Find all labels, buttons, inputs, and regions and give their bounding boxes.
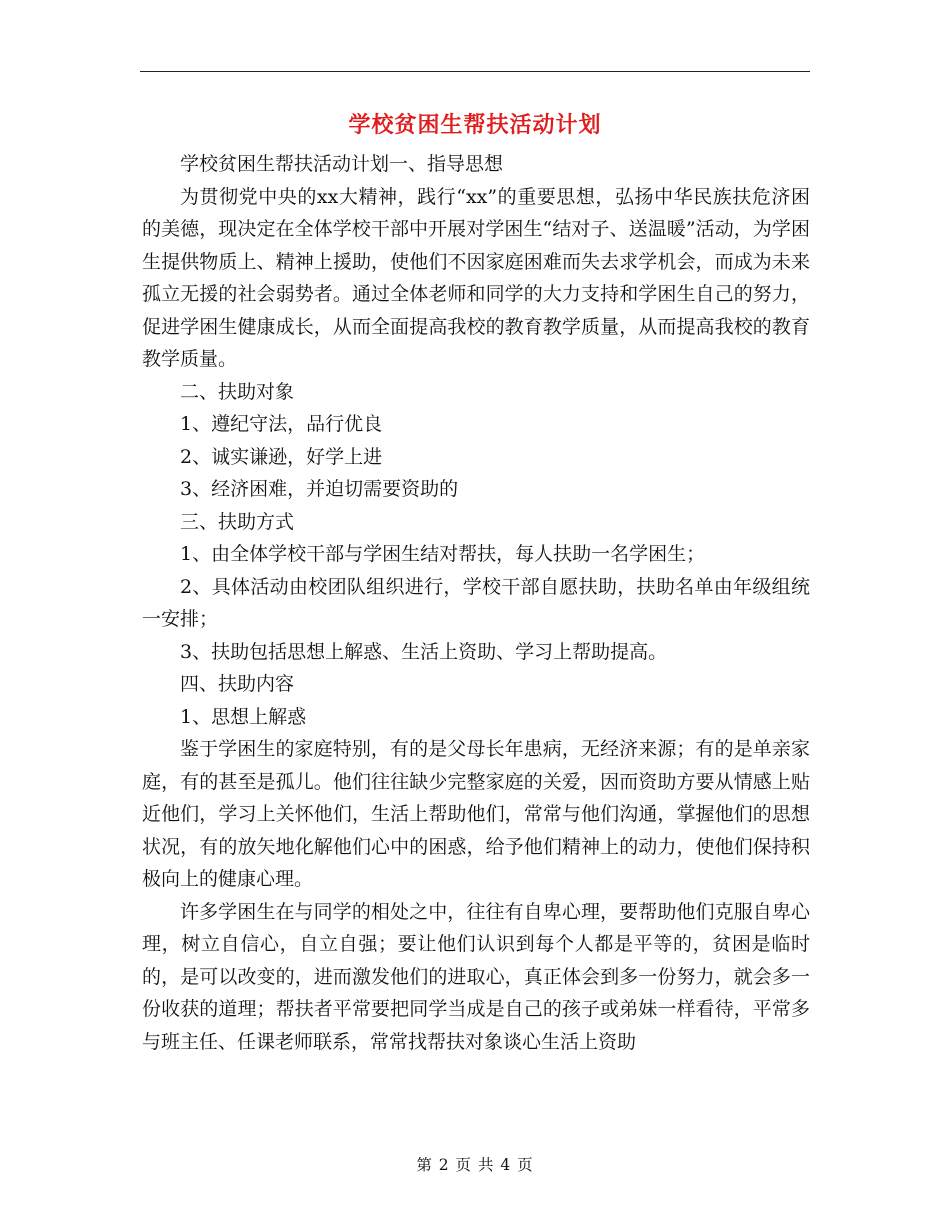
paragraph: 1、由全体学校干部与学困生结对帮扶，每人扶助一名学困生； [180,543,706,565]
paragraph: 1、思想上解惑 [180,705,307,728]
paragraph: 四、扶助内容 [180,673,295,695]
paragraph: 三、扶助方式 [180,510,295,533]
paragraph: 许多学困生在与同学的相处之中，往往有自卑心理，要帮助他们克服自卑心理，树立自信心，自立自强；要让他们认识到每个人都是平等的，贫困是临时的，是可以改变的，进而激发他们的进取心，真正体会到多一份努力，就会多一份收获的道理；帮扶者平常要把同学当成是自己的孩子或弟妹一样看待，平常多与班主任、任课老师联系，常常找帮扶对象谈心生活上资助 [142,900,810,1053]
paragraph: 鉴于学困生的家庭特别，有的是父母长年患病，无经济来源；有的是单亲家庭，有的甚至是孤儿。他们往往缺少完整家庭的关爱，因而资助方要从情感上贴近他们，学习上关怀他们，生活上帮助他们，常常与他们沟通，掌握他们的思想状况，有的放矢地化解他们心中的困惑，给予他们精神上的动力，使他们保持积极向上的健康心理。 [142,738,810,890]
document-body [142,148,810,1058]
page-footer: 第 2 页 共 4 页 [416,1156,534,1174]
paragraph: 1、遵纪守法，品行优良 [180,413,383,435]
document-title: 学校贫困生帮扶活动计划 [348,112,602,138]
paragraph: 为贯彻党中央的xx大精神，践行“xx”的重要思想，弘扬中华民族扶危济困的美德，现决定在全体学校干部中开展对学困生“结对子、送温暖”活动，为学困生提供物质上、精神上援助，使他们不因家庭困难而失去求学机会，而成为未来孤立无援的社会弱势者。通过全体老师和同学的大力支持和学困生自己的努力，促进学困生健康成长，从而全面提高我校的教育教学质量，从而提高我校的教育教学质量。 [142,185,810,370]
paragraph: 二、扶助对象 [180,380,295,403]
paragraph: 2、具体活动由校团队组织进行，学校干部自愿扶助，扶助名单由年级组统一安排； [142,575,810,630]
header-rule [140,71,810,72]
paragraph: 3、扶助包括思想上解惑、生活上资助、学习上帮助提高。 [180,640,668,663]
paragraph: 2、诚实谦逊，好学上进 [180,445,383,468]
paragraph: 3、经济困难，并迫切需要资助的 [180,478,459,500]
paragraph: 学校贫困生帮扶活动计划一、指导思想 [180,153,504,175]
